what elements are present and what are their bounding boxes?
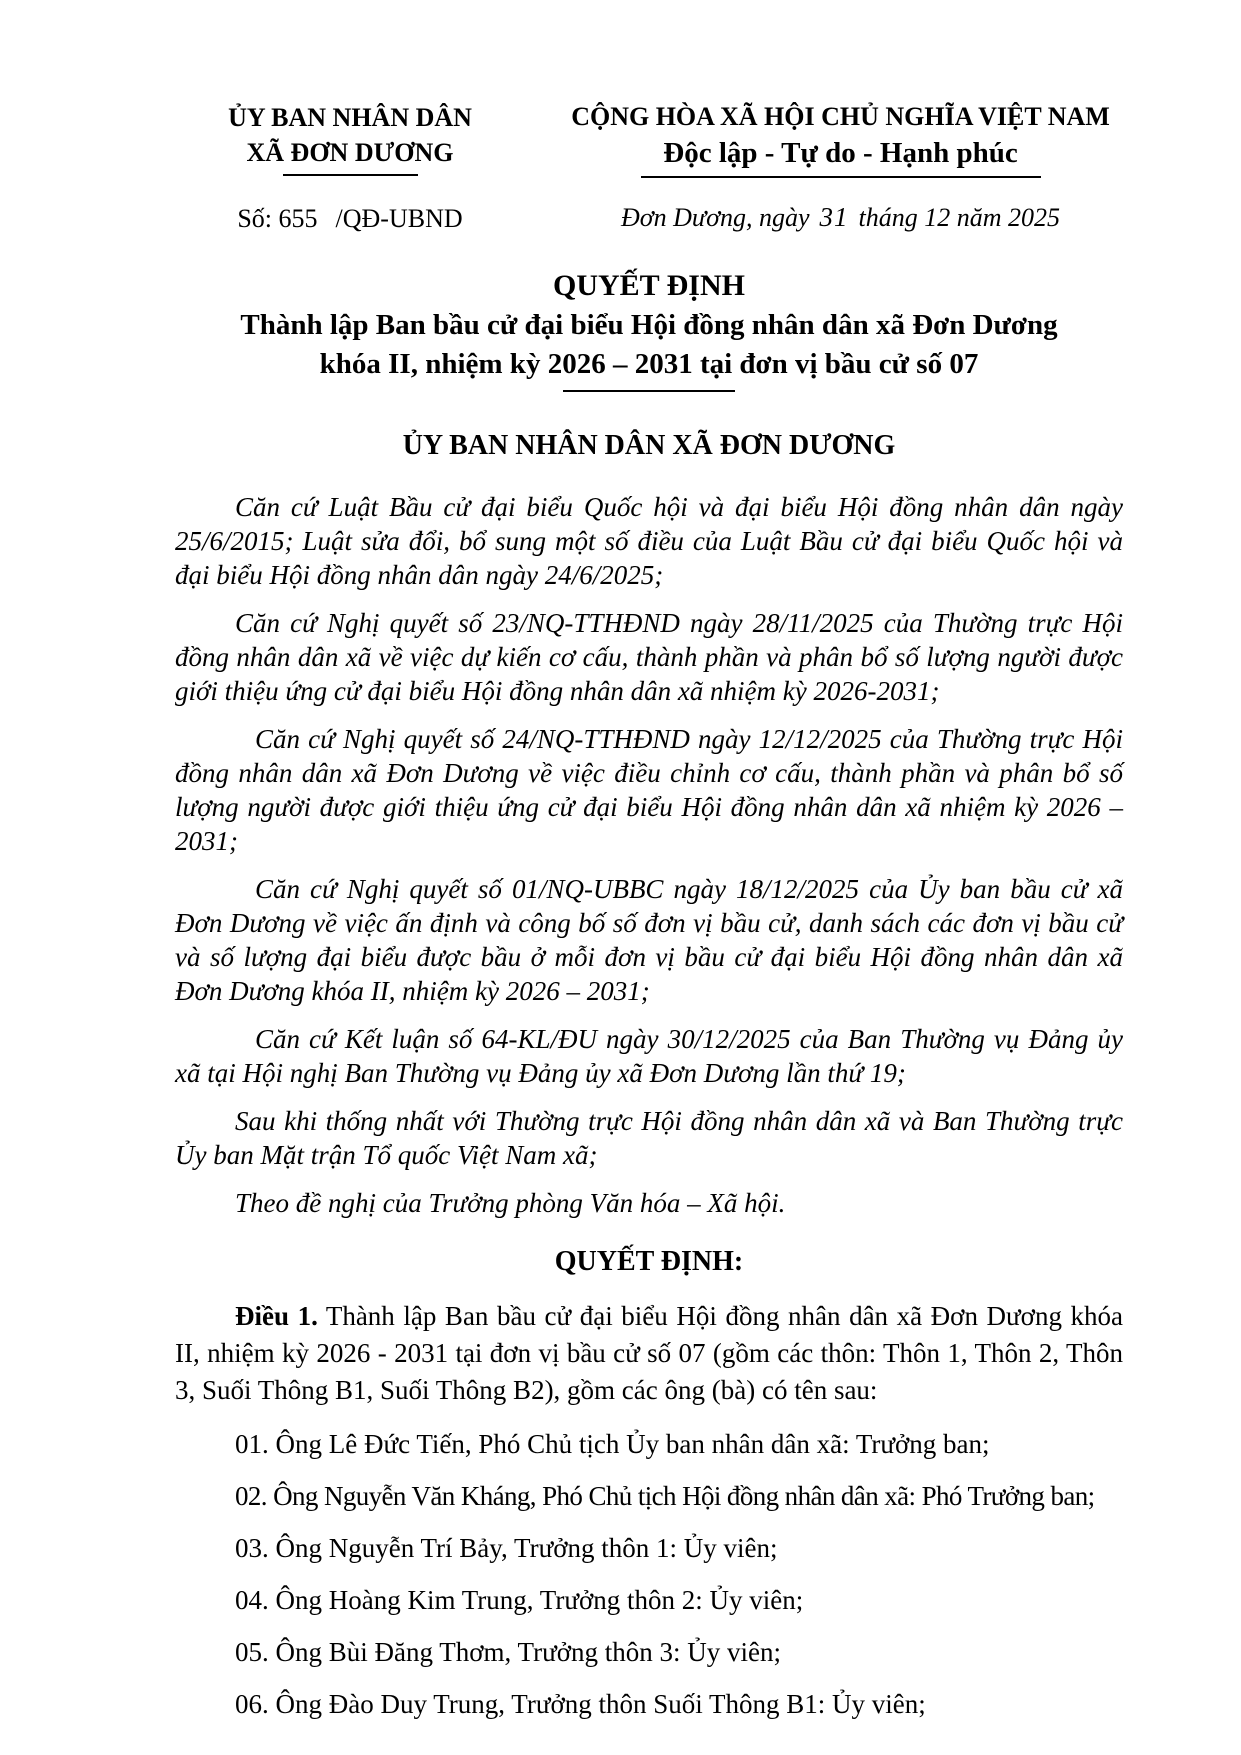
document-title-block [175, 266, 1123, 392]
article-1-label: Điều 1. [235, 1301, 318, 1331]
preamble-paragraph: Căn cứ Nghị quyết số 24/NQ-TTHĐND ngày 12/12/2025 của Thường trực Hội đồng nhân dân xã Đơn Dương về việc điều chỉnh cơ cấu, thành phần và phân bổ số lượng người được giới thiệu ứng cử đại biểu Hội đồng nhân dân xã nhiệm kỳ 2026 – 2031; [175, 724, 1123, 856]
document-number-label: Số: 655 [237, 204, 318, 233]
document-header [175, 100, 1123, 234]
document-type-title: QUYẾT ĐỊNH [553, 269, 745, 302]
board-member-item: 05. Ông Bùi Đăng Thơm, Trưởng thôn 3: Ủy viên; [235, 1637, 781, 1667]
preamble-paragraph: Căn cứ Nghị quyết số 23/NQ-TTHĐND ngày 28/11/2025 của Thường trực Hội đồng nhân dân xã về việc dự kiến cơ cấu, thành phần và phân bổ số lượng người được giới thiệu ứng cử đại biểu Hội đồng nhân dân xã nhiệm kỳ 2026-2031; [175, 608, 1123, 706]
article-1-text: Thành lập Ban bầu cử đại biểu Hội đồng nhân dân xã Đơn Dương khóa II, nhiệm kỳ 2026 - 2031 tại đơn vị bầu cử số 07 (gồm các thôn: Thôn 1, Thôn 2, Thôn 3, Suối Thông B1, Suối Thông B2), gồm các ông (bà) có tên sau: [175, 1301, 1123, 1405]
document-number-suffix: /QĐ-UBND [335, 204, 463, 233]
preamble-paragraph: Theo đề nghị của Trưởng phòng Văn hóa – Xã hội. [235, 1188, 786, 1218]
article-1-paragraph [175, 1298, 1123, 1409]
national-motto-block [558, 100, 1123, 234]
date-prefix: Đơn Dương, ngày [620, 203, 810, 232]
national-title: CỘNG HÒA XÃ HỘI CHỦ NGHĨA VIỆT NAM [571, 102, 1110, 131]
preamble-section [175, 490, 1123, 1220]
issuing-authority-line2: XÃ ĐƠN DƯƠNG [246, 138, 454, 167]
issuing-authority-line1: ỦY BAN NHÂN DÂN [228, 103, 472, 132]
authority-underline [283, 174, 418, 176]
issuing-authority-block [175, 100, 525, 234]
board-member-item: 06. Ông Đào Duy Trung, Trưởng thôn Suối Thông B1: Ủy viên; [235, 1689, 926, 1719]
preamble-paragraph: Căn cứ Kết luận số 64-KL/ĐU ngày 30/12/2025 của Ban Thường vụ Đảng ủy xã tại Hội nghị Ban Thường vụ Đảng ủy xã Đơn Dương lần thứ 19; [175, 1024, 1123, 1088]
preamble-paragraph: Căn cứ Nghị quyết số 01/NQ-UBBC ngày 18/12/2025 của Ủy ban bầu cử xã Đơn Dương về việc ấn định và công bố số đơn vị bầu cử, danh sách các đơn vị bầu cử và số lượng đại biểu được bầu ở mỗi đơn vị bầu cử đại biểu Hội đồng nhân dân xã Đơn Dương khóa II, nhiệm kỳ 2026 – 2031; [175, 874, 1123, 1006]
board-member-list [175, 1427, 1123, 1721]
document-subject-line2: khóa II, nhiệm kỳ 2026 – 2031 tại đơn vị bầu cử số 07 [319, 348, 979, 380]
document-number [175, 204, 525, 234]
board-member-item: 04. Ông Hoàng Kim Trung, Trưởng thôn 2: Ủy viên; [235, 1585, 804, 1615]
date-suffix: tháng 12 năm 2025 [858, 203, 1061, 232]
decision-heading: QUYẾT ĐỊNH: [554, 1246, 744, 1277]
preamble-paragraph: Sau khi thống nhất với Thường trực Hội đồng nhân dân xã và Ban Thường trực Ủy ban Mặt trận Tổ quốc Việt Nam xã; [175, 1106, 1123, 1170]
issuer-heading: ỦY BAN NHÂN DÂN XÃ ĐƠN DƯƠNG [402, 430, 896, 461]
preamble-paragraph: Căn cứ Luật Bầu cử đại biểu Quốc hội và đại biểu Hội đồng nhân dân ngày 25/6/2015; Luật sửa đổi, bổ sung một số điều của Luật Bầu cử đại biểu Quốc hội và đại biểu Hội đồng nhân dân ngày 24/6/2025; [175, 492, 1123, 590]
board-member-item: 02. Ông Nguyễn Văn Kháng, Phó Chủ tịch Hội đồng nhân dân xã: Phó Trưởng ban; [235, 1481, 1095, 1511]
motto-underline [641, 176, 1041, 178]
national-motto: Độc lập - Tự do - Hạnh phúc [663, 137, 1018, 169]
board-member-item: 01. Ông Lê Đức Tiến, Phó Chủ tịch Ủy ban nhân dân xã: Trưởng ban; [235, 1429, 990, 1459]
board-member-item: 03. Ông Nguyễn Trí Bảy, Trưởng thôn 1: Ủy viên; [235, 1533, 778, 1563]
title-underline [563, 390, 735, 392]
place-date-line [558, 202, 1123, 233]
date-day-handwritten: 31 [819, 202, 849, 232]
document-subject-line1: Thành lập Ban bầu cử đại biểu Hội đồng nhân dân xã Đơn Dương [240, 309, 1058, 341]
